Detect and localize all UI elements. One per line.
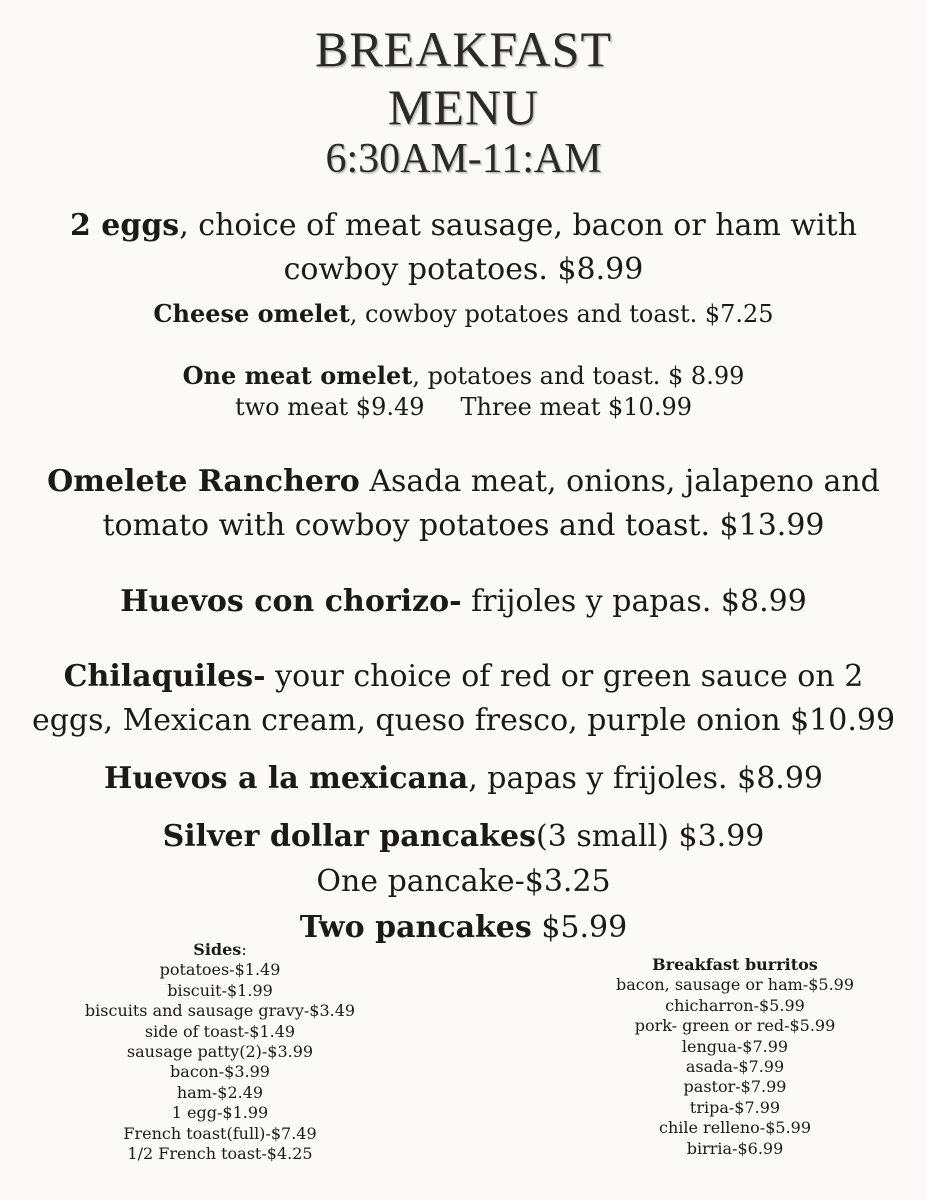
item-one-meat-omelet bbox=[0, 361, 927, 390]
item-huevos-a-la-mexicana bbox=[0, 761, 927, 796]
item-desc: $5.99 bbox=[531, 910, 628, 945]
list-item: tripa-$7.99 bbox=[689, 1097, 781, 1117]
item-name: One meat omelet bbox=[182, 361, 413, 390]
item-one-pancake: One pancake-$3.25 bbox=[316, 864, 611, 899]
item-huevos-con-chorizo bbox=[0, 584, 927, 619]
item-name: Huevos con chorizo- bbox=[120, 584, 462, 619]
item-name: Omelete Ranchero bbox=[47, 464, 360, 499]
list-item: 1/2 French toast-$4.25 bbox=[127, 1144, 313, 1164]
item-desc: , choice of meat sausage, bacon or ham with bbox=[179, 208, 858, 243]
list-item: biscuits and sausage gravy-$3.49 bbox=[84, 1001, 356, 1021]
list-item: pork- green or red-$5.99 bbox=[634, 1016, 836, 1036]
item-desc: Asada meat, onions, jalapeno and bbox=[359, 464, 880, 499]
item-name: Chilaquiles- bbox=[63, 659, 266, 694]
item-desc: , cowboy potatoes and toast. $7.25 bbox=[349, 300, 774, 328]
item-desc: , papas y frijoles. $8.99 bbox=[468, 761, 824, 796]
list-item: biscuit-$1.99 bbox=[167, 980, 273, 1000]
list-item: birria-$6.99 bbox=[686, 1138, 784, 1158]
list-item: asada-$7.99 bbox=[685, 1057, 785, 1077]
list-item: lengua-$7.99 bbox=[681, 1036, 789, 1056]
item-2-eggs bbox=[0, 208, 927, 243]
item-desc: (3 small) $3.99 bbox=[536, 819, 765, 854]
item-meat-omelet-options bbox=[0, 395, 927, 419]
item-name: Silver dollar pancakes bbox=[162, 819, 536, 854]
item-omelete-ranchero bbox=[0, 464, 927, 499]
two-meat-price: two meat $9.49 bbox=[234, 393, 425, 421]
item-desc: your choice of red or green sauce on 2 bbox=[265, 659, 864, 694]
item-desc: frijoles y papas. $8.99 bbox=[461, 584, 807, 619]
item-chilaquiles-line2: eggs, Mexican cream, queso fresco, purple onion $10.99 bbox=[31, 703, 896, 738]
list-item: potatoes-$1.49 bbox=[159, 960, 281, 980]
item-name: Two pancakes bbox=[299, 910, 532, 945]
list-item: chicharron-$5.99 bbox=[665, 995, 805, 1015]
item-2-eggs-line2: cowboy potatoes. $8.99 bbox=[283, 252, 644, 287]
menu-hours: 6:30AM-11:AM bbox=[325, 136, 602, 182]
sides-heading bbox=[60, 940, 380, 960]
list-item: bacon, sausage or ham-$5.99 bbox=[615, 975, 855, 995]
item-omelete-ranchero-line2: tomato with cowboy potatoes and toast. $13.99 bbox=[102, 508, 825, 543]
list-item: side of toast-$1.49 bbox=[144, 1021, 296, 1041]
item-silver-dollar-pancakes bbox=[0, 819, 927, 854]
item-desc: , potatoes and toast. $ 8.99 bbox=[412, 362, 745, 390]
item-name: Huevos a la mexicana bbox=[103, 761, 469, 796]
item-name: 2 eggs bbox=[69, 208, 180, 243]
menu-title-menu: MENU bbox=[387, 79, 540, 135]
item-two-pancakes bbox=[0, 910, 927, 945]
three-meat-price: Three meat $10.99 bbox=[460, 393, 692, 421]
burritos-title: Breakfast burritos bbox=[652, 955, 818, 974]
list-item: chile relleno-$5.99 bbox=[658, 1118, 812, 1138]
item-name: Cheese omelet bbox=[153, 299, 350, 328]
item-cheese-omelet bbox=[0, 299, 927, 328]
menu-title-breakfast: BREAKFAST bbox=[314, 21, 612, 77]
list-item: 1 egg-$1.99 bbox=[171, 1103, 269, 1123]
sides-title: Sides bbox=[193, 940, 242, 959]
list-item: bacon-$3.99 bbox=[170, 1062, 270, 1082]
list-item: French toast(full)-$7.49 bbox=[123, 1123, 317, 1143]
list-item: sausage patty(2)-$3.99 bbox=[126, 1042, 314, 1062]
sides-section bbox=[60, 940, 380, 1164]
breakfast-burritos-section bbox=[580, 955, 890, 1159]
list-item: ham-$2.49 bbox=[176, 1082, 264, 1102]
list-item: pastor-$7.99 bbox=[683, 1077, 787, 1097]
item-chilaquiles bbox=[0, 659, 927, 694]
sides-colon: : bbox=[241, 940, 247, 959]
